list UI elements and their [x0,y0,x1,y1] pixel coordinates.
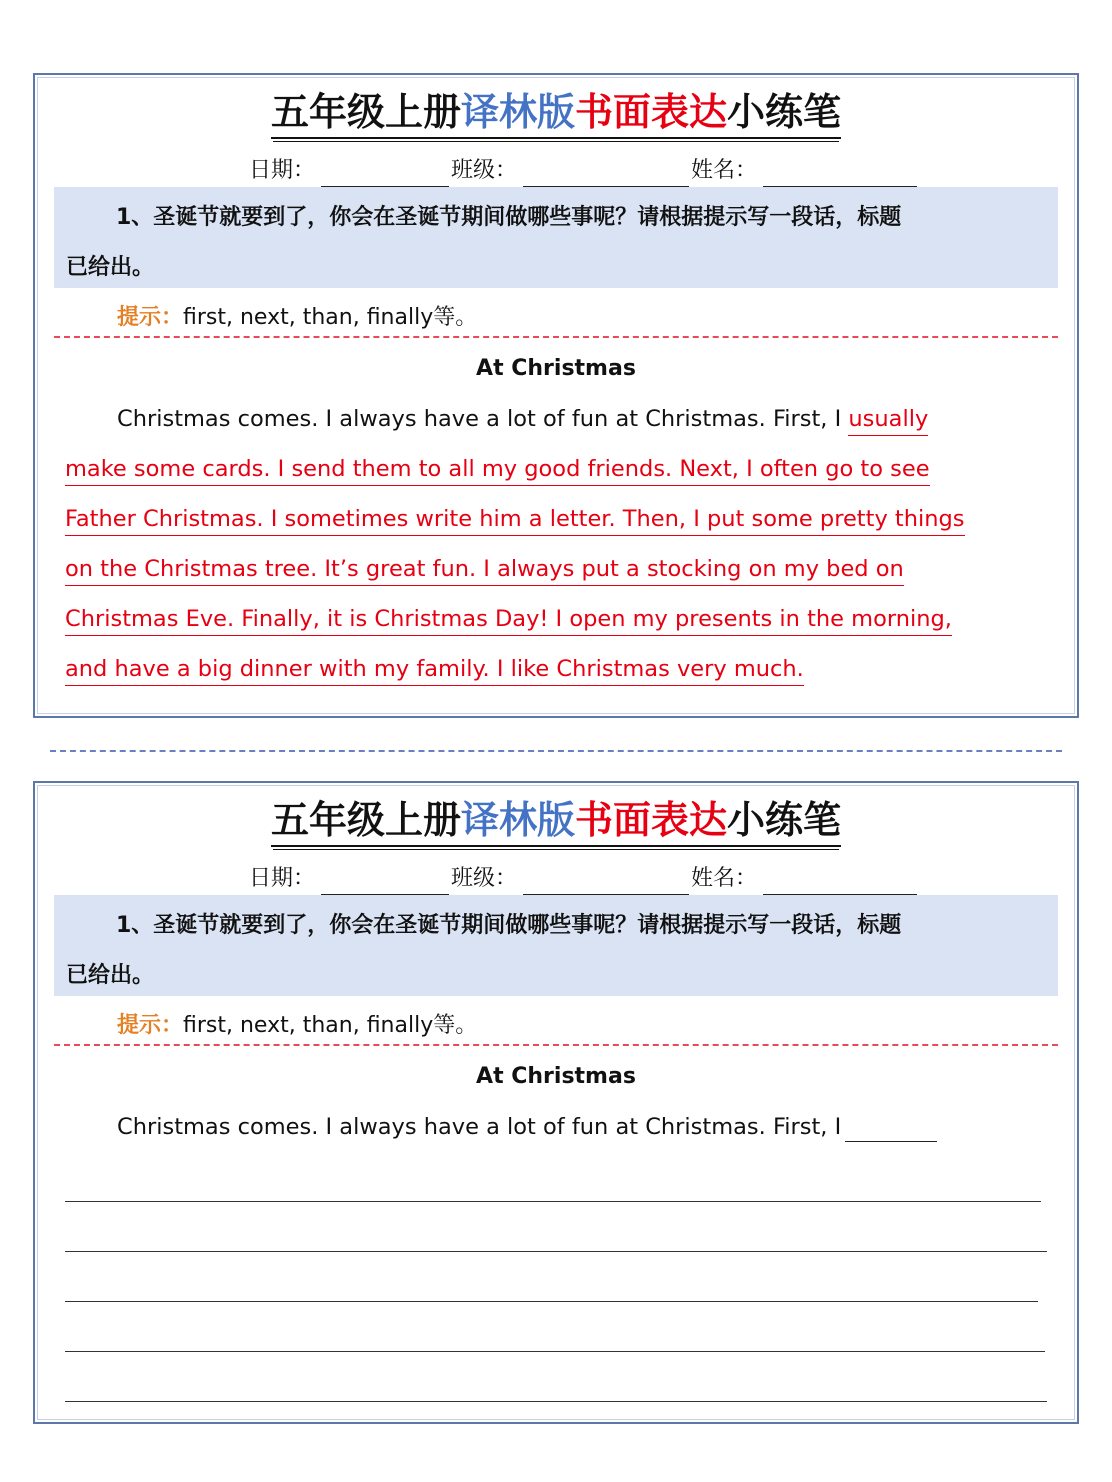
answer-line-text: on the Christmas tree. It’s great fun. I always put a stocking on my bed on [65,554,904,586]
writing-line[interactable] [65,1401,1047,1402]
title-part-edition: 译林版 [460,90,575,134]
question-line-1: 1、圣诞节就要到了，你会在圣诞节期间做哪些事呢？请根据提示写一段话，标题 [116,913,902,938]
question-line-2: 已给出。 [66,963,155,988]
question-box [54,895,1058,996]
hint-text: first, next, than, finally等。 [183,1013,478,1038]
dashed-divider [54,1044,1058,1046]
worksheet-title [35,797,1077,847]
hint-label: 提示： [117,305,184,330]
hint [117,301,477,335]
writing-line[interactable] [65,1251,1047,1252]
answer-line [65,654,804,686]
section-separator [50,750,1062,752]
answer-first-word: usually [848,404,928,436]
hint-label: 提示： [117,1013,184,1038]
essay-first-line-text: Christmas comes. I always have a lot of fun at Christmas. First, I [117,406,842,432]
question-line-2: 已给出。 [66,255,155,280]
class-label: 班级： [451,158,518,183]
name-label: 姓名： [691,866,758,891]
writing-line[interactable] [65,1301,1038,1302]
title-part-type: 小练笔 [727,798,842,842]
writing-line[interactable] [65,1351,1045,1352]
answer-line-text: make some cards. I send them to all my good friends. Next, I often go to see [65,454,930,486]
answer-line [65,454,930,486]
question-line-1: 1、圣诞节就要到了，你会在圣诞节期间做哪些事呢？请根据提示写一段话，标题 [116,205,902,230]
name-blank[interactable] [763,868,917,895]
student-info-row [249,155,919,187]
essay-title: At Christmas [476,356,636,381]
date-blank[interactable] [321,160,449,187]
title-part-topic: 书面表达 [575,90,728,134]
date-label: 日期： [249,158,316,183]
essay-first-line [117,1112,937,1142]
class-label: 班级： [451,866,518,891]
title-part-grade: 五年级上册 [270,798,461,842]
answer-line-text: and have a big dinner with my family. I like Christmas very much. [65,654,804,686]
title-part-edition: 译林版 [460,798,575,842]
essay-title: At Christmas [476,1064,636,1089]
first-line-blank[interactable] [845,1117,937,1142]
worksheet-card-blank [33,781,1079,1424]
worksheet-title [35,89,1077,139]
student-info-row [249,863,919,895]
writing-line[interactable] [65,1201,1041,1202]
name-blank[interactable] [763,160,917,187]
title-part-grade: 五年级上册 [270,90,461,134]
hint [117,1009,477,1043]
name-label: 姓名： [691,158,758,183]
essay-first-line [117,404,928,436]
dashed-divider [54,336,1058,338]
class-blank[interactable] [523,868,689,895]
answer-line-text: Father Christmas. I sometimes write him a letter. Then, I put some pretty things [65,504,965,536]
answer-line [65,504,965,536]
hint-text: first, next, than, finally等。 [183,305,478,330]
date-label: 日期： [249,866,316,891]
answer-line [65,554,904,586]
answer-line-text: Christmas Eve. Finally, it is Christmas Day! I open my presents in the morning, [65,604,952,636]
class-blank[interactable] [523,160,689,187]
date-blank[interactable] [321,868,449,895]
question-box [54,187,1058,288]
worksheet-card-answer [33,73,1079,718]
answer-line [65,604,952,636]
title-part-type: 小练笔 [727,90,842,134]
title-part-topic: 书面表达 [575,798,728,842]
essay-first-line-text: Christmas comes. I always have a lot of fun at Christmas. First, I [117,1114,842,1140]
